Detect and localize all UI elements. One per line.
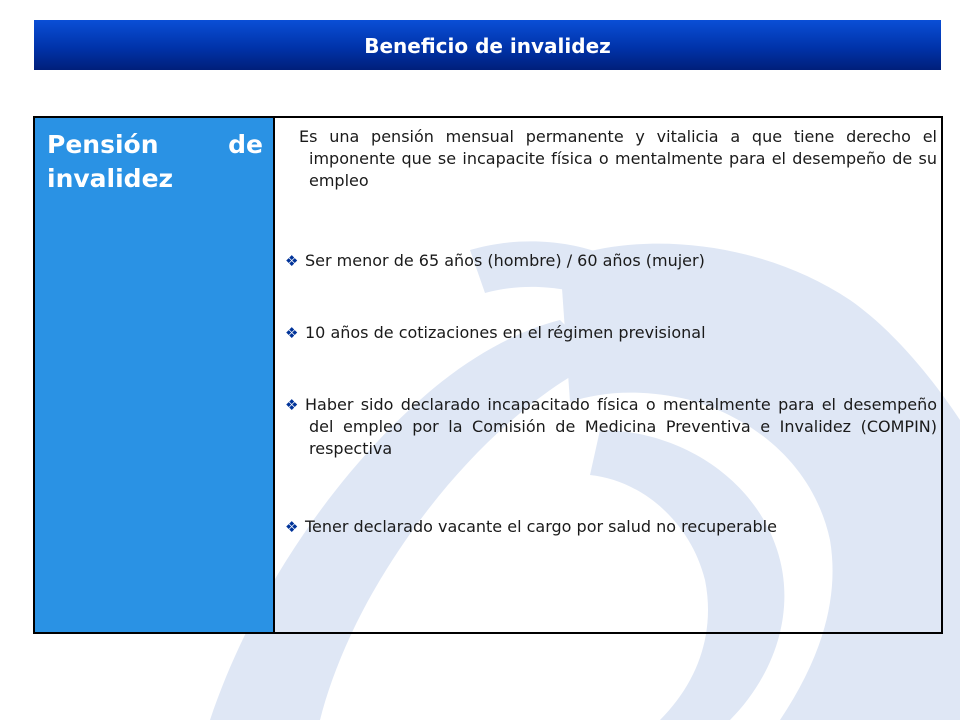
page-title: Beneficio de invalidez [34, 20, 941, 70]
benefit-name: Pensión de invalidez [47, 130, 263, 193]
requirement-item [285, 250, 937, 272]
requirement-text: Tener declarado vacante el cargo por salud no recuperable [305, 517, 777, 536]
diamond-bullet-icon: ❖ [285, 252, 299, 270]
benefit-table [33, 116, 943, 634]
diamond-bullet-icon: ❖ [285, 396, 299, 414]
requirement-item [285, 516, 937, 538]
diamond-bullet-icon: ❖ [285, 324, 299, 342]
benefit-name-cell [35, 118, 275, 632]
benefit-description: Es una pensión mensual permanente y vitalicia a que tiene derecho el imponente que se incapacite física o mentalmente para el desempeño de su empleo [299, 127, 937, 190]
benefit-details-cell [275, 118, 941, 632]
requirement-text: Ser menor de 65 años (hombre) / 60 años (mujer) [305, 251, 705, 270]
requirement-item [285, 394, 937, 460]
requirement-text: Haber sido declarado incapacitado física o mentalmente para el desempeño del empleo por la Comisión de Medicina Preventiva e Invalidez (COMPIN) respectiva [305, 395, 937, 458]
requirement-text: 10 años de cotizaciones en el régimen previsional [305, 323, 706, 342]
diamond-bullet-icon: ❖ [285, 518, 299, 536]
requirement-item [285, 322, 937, 344]
